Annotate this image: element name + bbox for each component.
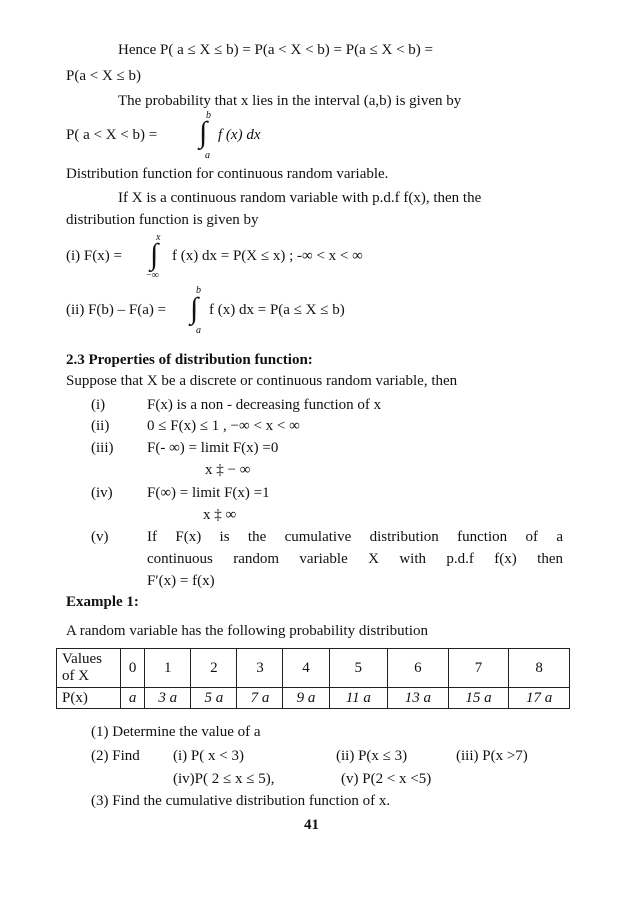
question-3: (3) Find the cumulative distribution function of x. [91,793,391,809]
eq-i-lower-limit: −∞ [146,270,159,281]
property-text: F(x) is a non - decreasing function of x [147,397,382,413]
question-2-i: (i) P( x < 3) [173,748,244,764]
table-cell: 5 [329,649,387,688]
limit-subscript: x ‡ − ∞ [205,462,251,478]
table-cell: 11 a [329,688,387,709]
property-text: If F(x) is the cumulative distribution function of a [147,529,563,545]
intro-line-1: Hence P( a ≤ X ≤ b) = P(a < X < b) = P(a ≤ X < b) = [118,42,433,58]
distribution-heading: Distribution function for continuous random variable. [66,166,389,182]
eq-i-rhs: f (x) dx = P(X ≤ x) ; -∞ < x < ∞ [172,248,363,264]
table-cell: 3 [237,649,283,688]
intro-line-3: The probability that x lies in the interval (a,b) is given by [118,93,462,109]
table-cell: 17 a [509,688,570,709]
table-row [57,688,570,709]
eq-i-upper-limit: x [156,232,161,243]
table-header-cell: P(x) [57,688,121,709]
header-text: of X [62,668,90,684]
distribution-text-2: distribution function is given by [66,212,259,228]
table-cell: 9 a [283,688,329,709]
property-num: (iii) [91,440,114,456]
table-cell: a [121,688,145,709]
table-cell: 2 [191,649,237,688]
eq-i-lhs: (i) F(x) = [66,248,122,264]
question-1: (1) Determine the value of a [91,724,261,740]
property-text: F(∞) = limit F(x) =1 [147,485,270,501]
table-cell: 7 [448,649,509,688]
probability-table [56,648,570,709]
integral-sign: ∫ [190,292,199,325]
header-text: Values [62,651,102,667]
eq1-integrand: f (x) dx [218,127,261,143]
eq1-lhs: P( a < X < b) = [66,127,158,143]
eq1-upper-limit: b [206,110,211,121]
property-num: (ii) [91,418,110,434]
question-2-iv: (iv)P( 2 ≤ x ≤ 5), [173,771,275,787]
question-2-ii: (ii) P(x ≤ 3) [336,748,408,764]
limit-subscript: x ‡ ∞ [203,507,237,523]
eq-ii-upper-limit: b [196,285,201,296]
question-2-v: (v) P(2 < x <5) [341,771,432,787]
properties-heading: 2.3 Properties of distribution function: [66,352,313,368]
property-text: 0 ≤ F(x) ≤ 1 , −∞ < x < ∞ [147,418,300,434]
example-heading: Example 1: [66,594,139,610]
table-cell: 3 a [145,688,191,709]
property-num: (i) [91,397,106,413]
property-num: (v) [91,529,109,545]
table-cell: 15 a [448,688,509,709]
property-text: F(- ∞) = limit F(x) =0 [147,440,279,456]
property-num: (iv) [91,485,113,501]
table-cell: 4 [283,649,329,688]
question-2-label: (2) Find [91,748,140,764]
eq1-lower-limit: a [205,150,210,161]
property-text: F′(x) = f(x) [147,573,215,589]
integral-sign: ∫ [150,238,159,271]
eq-ii-lower-limit: a [196,325,201,336]
table-cell: 0 [121,649,145,688]
example-intro: A random variable has the following probability distribution [66,623,429,639]
page-number: 41 [304,817,319,833]
table-header-cell [57,649,121,688]
property-text: continuous random variable X with p.d.f f(x) then [147,551,563,567]
table-cell: 1 [145,649,191,688]
table-cell: 6 [388,649,449,688]
table-row [57,649,570,688]
eq-ii-lhs: (ii) F(b) – F(a) = [66,302,167,318]
question-2-iii: (iii) P(x >7) [456,748,528,764]
properties-intro: Suppose that X be a discrete or continuous random variable, then [66,373,458,389]
integral-sign: ∫ [199,116,208,149]
distribution-text-1: If X is a continuous random variable with p.d.f f(x), then the [118,190,482,206]
table-cell: 7 a [237,688,283,709]
table-cell: 13 a [388,688,449,709]
intro-line-2: P(a < X ≤ b) [66,68,142,84]
table-cell: 8 [509,649,570,688]
eq-ii-rhs: f (x) dx = P(a ≤ X ≤ b) [209,302,345,318]
table-cell: 5 a [191,688,237,709]
